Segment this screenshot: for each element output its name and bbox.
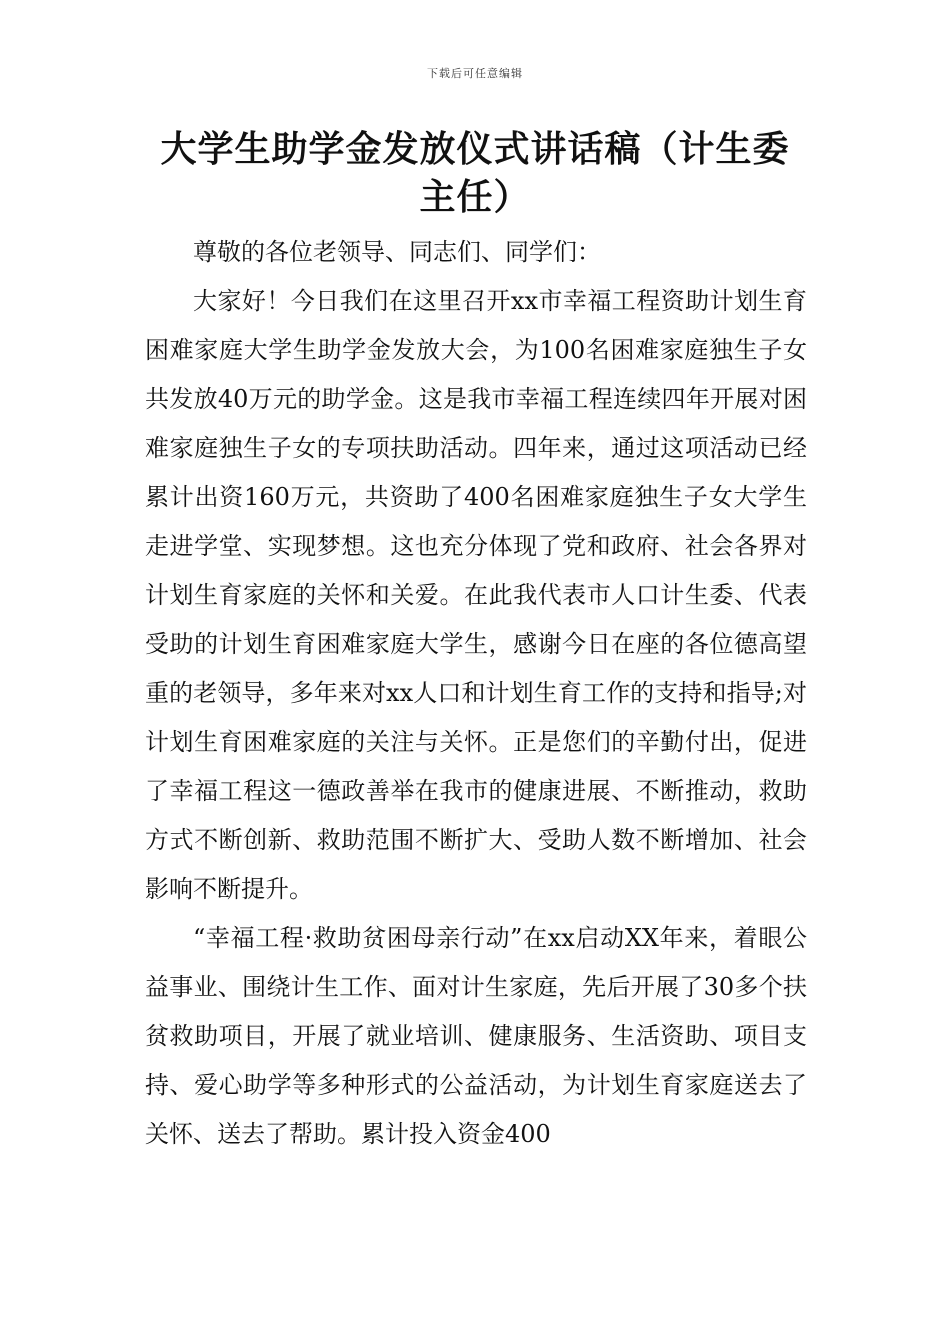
body-paragraph: “幸福工程·救助贫困母亲行动”在xx启动XX年来，着眼公益事业、围绕计生工作、面对计生家庭，先后开展了30多个扶贫救助项目，开展了就业培训、健康服务、生活资助、项目支持、爱心助学等多种形式的公益活动，为计划生育家庭送去了关怀、送去了帮助。累计投入资金400 (145, 924, 807, 1148)
salutation-paragraph: 尊敬的各位老领导、同志们、同学们： (193, 238, 601, 266)
document-title: 大学生助学金发放仪式讲话稿（计生委主任） (160, 129, 790, 218)
header-note: 下载后可任意编辑 (427, 67, 523, 80)
body-paragraph: 大家好！今日我们在这里召开xx市幸福工程资助计划生育困难家庭大学生助学金发放大会，为100名困难家庭独生子女共发放40万元的助学金。这是我市幸福工程连续四年开展对困难家庭独生子女的专项扶助活动。四年来，通过这项活动已经累计出资160万元，共资助了400名困难家庭独生子女大学生走进学堂、实现梦想。这也充分体现了党和政府、社会各界对计划生育家庭的关怀和关爱。在此我代表市人口计生委、代表受助的计划生育困难家庭大学生，感谢今日在座的各位德高望重的老领导，多年来对xx人口和计划生育工作的支持和指导;对计划生育困难家庭的关注与关怀。正是您们的辛勤付出，促进了幸福工程这一德政善举在我市的健康进展、不断推动，救助方式不断创新、救助范围不断扩大、受助人数不断增加、社会影响不断提升。 (145, 287, 807, 903)
document-body (145, 228, 807, 1159)
